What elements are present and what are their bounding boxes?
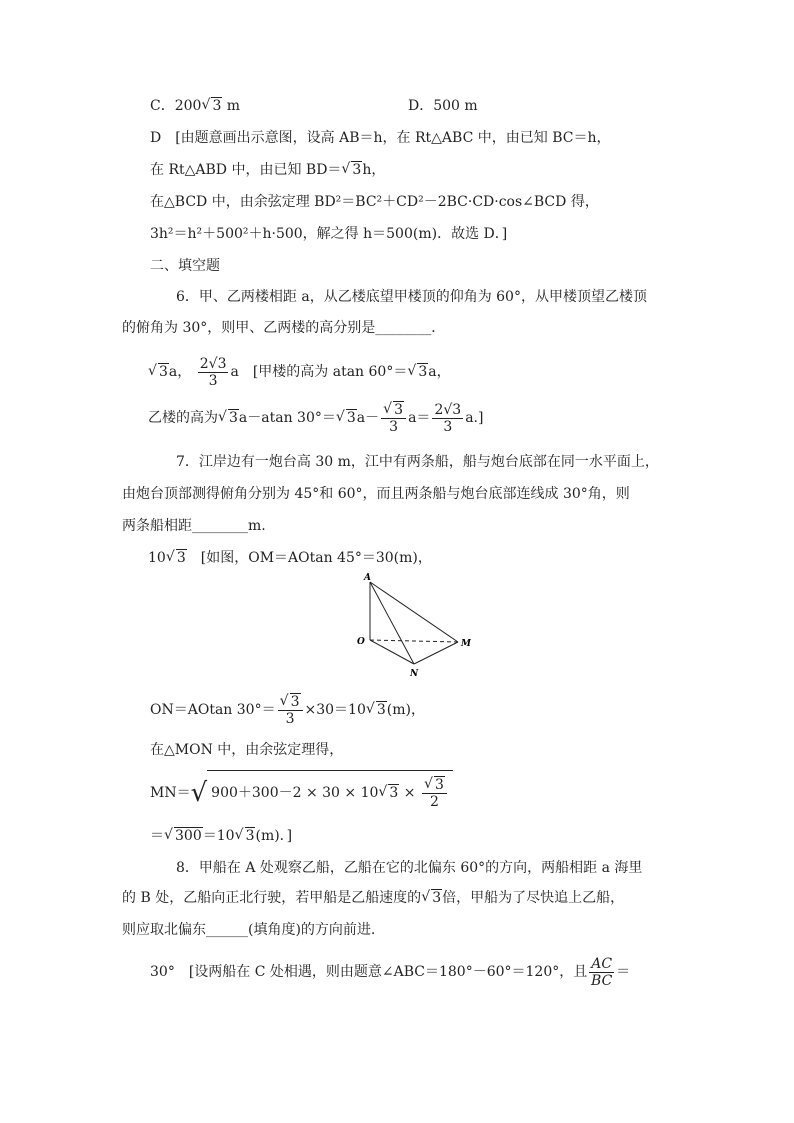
question-7-line-3: 两条船相距________m.: [122, 518, 266, 534]
label-M: M: [461, 639, 471, 649]
answer-7-line-5: ＝√ 300＝10√ 3(m)．]: [150, 826, 292, 846]
sqrt: √ 3: [201, 96, 222, 116]
answer-5-line-4: 3h²＝h²＋500²＋h·500，解之得 h＝500(m)．故选 D．]: [150, 226, 508, 242]
question-6-line-1: 6．甲、乙两楼相距 a，从乙楼底望甲楼顶的仰角为 60°，从甲楼顶望乙楼顶: [176, 289, 647, 305]
question-7-line-1: 7．江岸边有一炮台高 30 m，江中有两条船，船与炮台底部在同一水平面上，: [176, 454, 659, 470]
fraction: $\frac{2√3}{3}$: [199, 355, 227, 389]
answer-5-line-3: 在△BCD 中，由余弦定理 BD²＝BC²＋CD²－2BC·CD·cos∠BCD 得，: [150, 194, 599, 210]
edge-NM: [414, 642, 458, 664]
answer-5-line-2: 在 Rt△ABD 中，由已知 BD＝√ 3h，: [150, 160, 385, 180]
label-N: N: [410, 669, 419, 679]
label-A: A: [364, 573, 371, 583]
answer-7-line-2: ON＝AOtan 30°＝ √ $\frac{3}{3}$ ×30＝10√ 3(m)，: [150, 690, 425, 730]
section-title: 二、填空题: [150, 258, 220, 274]
answer-7-line-3: 在△MON 中，由余弦定理得，: [150, 742, 344, 758]
answer-6-line-2: 乙楼的高为√ 3a－atan 30°＝√ 3a－ √ $\frac{3}{3}$ a＝ $\frac{2√3}{3}$ a.]: [148, 398, 483, 438]
geometry-figure: [348, 572, 478, 682]
fraction-ac-bc: $\frac{AC}{BC}$: [591, 955, 613, 989]
question-8-line-2: 的 B 处，乙船向正北行驶，若甲船是乙船速度的√ 3倍，甲船为了尽快追上乙船，: [122, 888, 624, 908]
option-d: D．500 m: [408, 98, 478, 114]
answer-6-line-1: √ 3a， $\frac{2√3}{3}$ a [甲楼的高为 atan 60°＝√ 3a，: [148, 352, 451, 392]
edge-OM: [370, 640, 458, 642]
edge-AM: [370, 582, 458, 642]
answer-7-line-4: MN＝√ 900＋300－2 × 30 × 10√ 3 × √ $\frac{3}{2}$: [150, 770, 453, 815]
question-6-line-2: 的俯角为 30°，则甲、乙两楼的高分别是________．: [122, 320, 446, 336]
question-8-line-3: 则应取北偏东______(填角度)的方向前进.: [122, 922, 376, 938]
label-O: O: [357, 637, 365, 647]
question-7-line-2: 由炮台顶部测得俯角分别为 45°和 60°，而且两条船与炮台底部连线成 30°角，则: [122, 486, 630, 502]
question-8-line-1: 8．甲船在 A 处观察乙船，乙船在它的北偏东 60°的方向，两船相距 a 海里: [176, 860, 643, 876]
answer-7-line-1: 10√ 3 [如图，OM＝AOtan 45°＝30(m)，: [148, 548, 432, 568]
answer-5-line-1: D [由题意画出示意图，设高 AB＝h，在 Rt△ABC 中，由已知 BC＝h，: [150, 130, 611, 146]
option-c: C．200√ 3 m: [150, 96, 240, 116]
answer-8-line-1: 30° [设两船在 C 处相遇，则由题意∠ABC＝180°－60°＝120°，且 $\frac{AC}{BC}$ ＝: [150, 955, 631, 989]
